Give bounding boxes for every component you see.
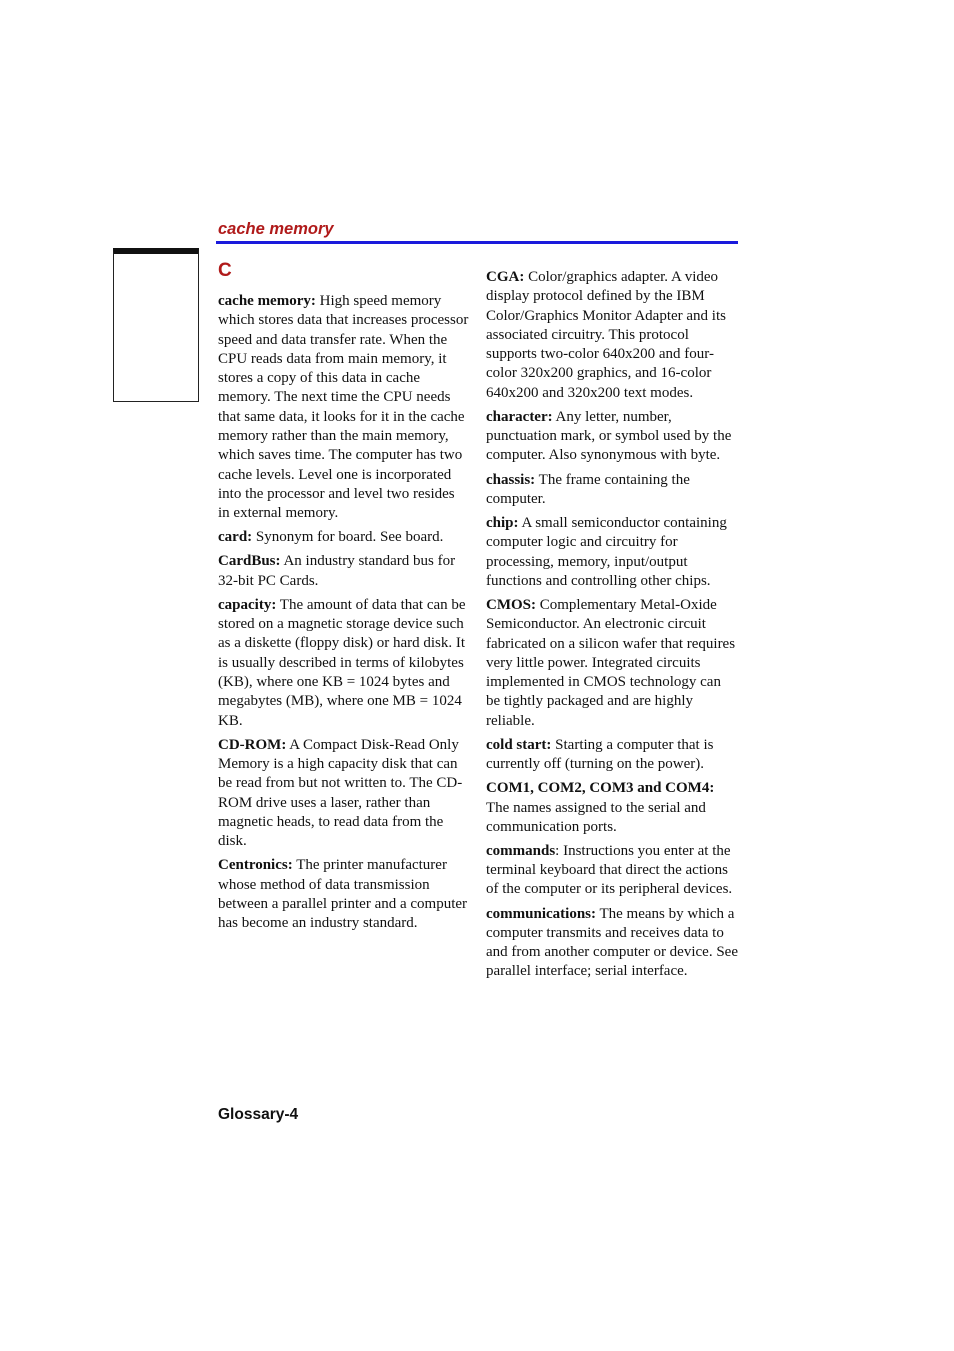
entry-definition: : Instructions you enter at the terminal keyboard that direct the actions of the computer or its peripheral devices. xyxy=(486,842,733,898)
entry-definition: High speed memory which stores data that increases processor speed and data transfer rate. When the CPU reads data from main memory, it stores a copy of this data in cache memory. The next time the CPU needs that same data, it looks for it in the cache memory rather than the main memory, which saves time. The computer has two cache levels. Level one is incorporated into the processor and level two resides in external memory. xyxy=(218,293,469,522)
entry-definition: Synonym for board. See board. xyxy=(252,529,444,546)
entry-term: chip: xyxy=(486,514,519,531)
glossary-entry xyxy=(486,596,738,731)
entry-definition: Any letter, number, punctuation mark, or symbol used by the computer. Also synonymous with byte. xyxy=(486,408,732,464)
entry-definition: The printer manufacturer whose method of data transmission between a parallel printer and a computer has become an industry standard. xyxy=(218,857,468,932)
entry-definition: A Compact Disk-Read Only Memory is a high capacity disk that can be read from but not written to. The CD-ROM drive uses a laser, rather than magnetic heads, to read data from the disk. xyxy=(218,736,463,850)
glossary-entry xyxy=(486,514,738,591)
glossary-entry xyxy=(218,736,470,852)
section-letter: C xyxy=(218,260,232,281)
entry-definition: The means by which a computer transmits and receives data to and from another computer or device. See parallel interface; serial interface. xyxy=(486,905,738,980)
entry-definition: A small semiconductor containing computer logic and circuitry for processing, memory, input/output functions and controlling other chips. xyxy=(486,514,727,589)
entry-term: communications: xyxy=(486,905,596,922)
glossary-entry xyxy=(486,779,738,837)
right-column xyxy=(486,268,738,987)
glossary-entry xyxy=(486,842,738,900)
glossary-entry xyxy=(486,408,738,466)
entry-term: COM1, COM2, COM3 and COM4: xyxy=(486,780,715,797)
entry-definition: An industry standard bus for 32-bit PC Cards. xyxy=(218,553,456,589)
header-rule xyxy=(216,241,738,244)
entry-term: CMOS: xyxy=(486,596,536,613)
entry-definition: The amount of data that can be stored on a magnetic storage device such as a diskette (floppy disk) or hard disk. It is usually described in terms of kilobytes (KB), where one KB = 1024 bytes and megabytes (MB), where one MB = 1024 KB. xyxy=(218,596,466,729)
entry-term: CGA: xyxy=(486,269,525,285)
glossary-entry xyxy=(486,905,738,982)
glossary-entry xyxy=(218,552,470,591)
entry-term: Centronics: xyxy=(218,857,293,874)
entry-definition: The names assigned to the serial and communication ports. xyxy=(486,799,706,835)
entry-term: CD-ROM: xyxy=(218,736,287,753)
entry-definition: Color/graphics adapter. A video display protocol defined by the IBM Color/Graphics Monitor Adapter and its associated circuitry. This protocol supports two-color 640x200 and four-color 320x200 graphics, and 16-color 640x200 and 320x200 text modes. xyxy=(486,269,726,401)
entry-definition: The frame containing the computer. xyxy=(486,471,690,507)
entry-definition: Starting a computer that is currently off (turning on the power). xyxy=(486,736,714,773)
left-column xyxy=(218,292,470,938)
entry-term: cache memory: xyxy=(218,293,316,309)
glossary-entry xyxy=(218,528,470,547)
entry-term: card: xyxy=(218,529,253,546)
glossary-entry xyxy=(218,856,470,933)
running-title: cache memory xyxy=(218,220,334,238)
entry-term: CardBus: xyxy=(218,553,281,570)
glossary-entry xyxy=(486,268,738,403)
chapter-tab xyxy=(113,248,199,402)
entry-definition: Complementary Metal-Oxide Semiconductor. An electronic circuit fabricated on a silicon wafer that requires very little power. Integrated circuits implemented in CMOS technology can be tightly packaged and are highly reliable. xyxy=(486,596,736,729)
glossary-entry xyxy=(486,471,738,510)
entry-term: chassis: xyxy=(486,471,536,488)
glossary-entry xyxy=(486,736,738,775)
glossary-entry xyxy=(218,596,470,731)
entry-term: capacity: xyxy=(218,596,277,613)
page-number: Glossary-4 xyxy=(218,1106,299,1123)
glossary-entry xyxy=(218,292,470,524)
entry-term: cold start: xyxy=(486,736,552,753)
entry-term: character: xyxy=(486,408,553,425)
entry-term: commands xyxy=(486,842,556,859)
